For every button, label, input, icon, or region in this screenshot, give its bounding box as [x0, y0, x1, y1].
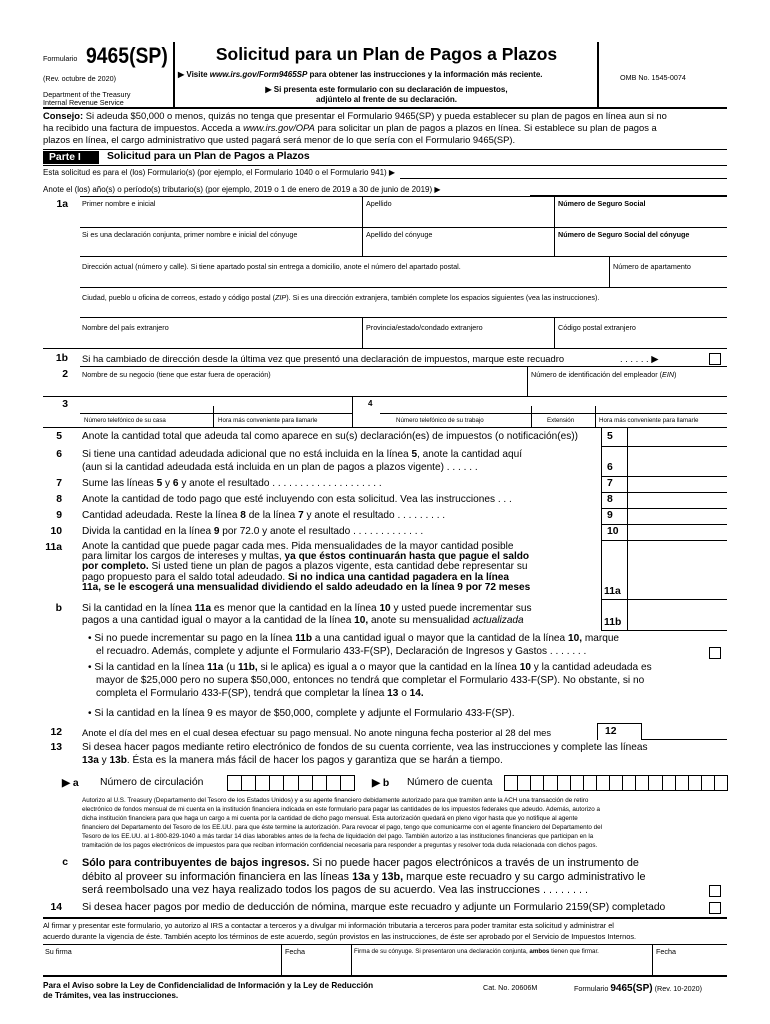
address-label: Dirección actual (número y calle). Si tiene apartado postal sin entrega a domicilio, anote el número del apartado postal. [82, 262, 461, 271]
line-7-number: 7 [56, 478, 62, 489]
sum-input[interactable] [629, 477, 726, 491]
apartment-input[interactable] [613, 272, 726, 286]
catalog-number: Cat. No. 20606M [483, 983, 538, 992]
last-name-label: Apellido [366, 199, 392, 208]
omb-number: OMB No. 1545-0074 [620, 73, 686, 82]
work-phone-label: Número telefónico de su trabajo [396, 417, 484, 424]
address-change-label: Si ha cambiado de dirección desde la última vez que presentó una declaración de impuestos, marque este recuadro [82, 353, 565, 364]
date-field[interactable] [285, 957, 347, 974]
irs-url-link[interactable]: www.irs.gov/Form9465SP [209, 70, 308, 79]
tax-year-line: Anote el (los) año(s) o período(s) tributario(s) (por ejemplo, 2019 o 1 de enero de 2019 a 30 de junio de 2019) ▶ [43, 185, 441, 194]
line-2-number: 2 [62, 369, 68, 380]
line-13-label: Si desea hacer pagos mediante retiro electrónico de fondos de su cuenta corriente, vea las instrucciones y complete las líneas 13a y 13b. Ésta es la manera más fácil de hacer los pagos y garantiza que se harán a tiempo. [82, 742, 648, 766]
line-1b-leader: . . . . . . ▶ [620, 353, 659, 364]
home-phone-input[interactable] [82, 399, 212, 412]
foreign-country-label: Nombre del país extranjero [82, 323, 169, 332]
foreign-province-label: Provincia/estado/condado extranjero [366, 323, 483, 332]
your-signature-label: Su firma [45, 947, 72, 956]
business-name-label: Nombre de su negocio (tiene que estar fuera de operación) [82, 370, 271, 379]
last-name-input[interactable] [366, 208, 552, 226]
spouse-signature-field[interactable] [354, 957, 649, 974]
bullet-25000-50000: • Si la cantidad en la línea 11a (u 11b, si le aplica) es igual a o mayor que la cantidad en la línea 10 y la cantidad adeudada es mayor de $25,000 pero no supera $50,000, entonces no tendrá que completar el Formulario 433-F(SP). No obstante, si no completa el Formulario 433-F(SP), tendrá que completar la línea 13 o 14. [88, 662, 652, 699]
debit-authorization-text: Autorizo al U.S. Treasury (Departamento del Tesoro de los Estados Unidos) y a su agente financiero debidamente autorizado para que tramiten ante la ACH una transacción de retiro electrónico de fondos mensual de mi cuenta en la institución financiera indicada en este formulario para pagar las cantidades de los impuestos federales que adeudo. Además, autorizo a dicha institución financiera para que haga un cargo a mi cuenta por la cantidad de dicho pago mensual. Esta autorización quedará en pleno vigor hasta que yo notifique al agente financiero del Departamento del Tesoro de los EE.UU. para que éste termine la autorización. Para revocar el pago, tengo que comunicarme con el agente financiero del Departamento del Tesoro de los EE.UU. al 1-800-829-1040 a más tardar 14 días laborables antes de la fecha de liquidación del pago. También autorizo a las instituciones financieras que participan en la tramitación de los pagos electrónicos de impuestos para que reciban información confidencial necesaria para responder a preguntas y resolver toda duda relacionada con dichos pagos. [82, 797, 603, 850]
account-number-input[interactable] [504, 775, 728, 791]
line-10-label: Divida la cantidad en la línea 9 por 72.0 y anote el resultado . . . . . . . . . . . . . [82, 526, 424, 537]
line-5-box-label: 5 [607, 431, 613, 442]
privacy-notice: Para el Aviso sobre la Ley de Confidencialidad de Información y la Ley de Reducción de Trámites, vea las instrucciones. [43, 981, 374, 1000]
monthly-payment-input[interactable] [629, 584, 726, 598]
form-word: Formulario [43, 54, 78, 63]
additional-owed-input[interactable] [629, 460, 726, 475]
spouse-ssn-input[interactable] [558, 239, 726, 255]
line-8-box-label: 8 [607, 494, 613, 505]
spouse-date-label: Fecha [656, 947, 676, 956]
work-best-time-input[interactable] [600, 399, 726, 412]
line-7-label: Sume las líneas 5 y 6 y anote el resultado . . . . . . . . . . . . . . . . . . . . [82, 478, 382, 489]
cannot-increase-checkbox[interactable] [709, 647, 721, 659]
line-5-number: 5 [56, 431, 62, 442]
extension-input[interactable] [534, 399, 590, 412]
line-14-number: 14 [50, 902, 62, 913]
foreign-country-input[interactable] [82, 333, 360, 347]
foreign-province-input[interactable] [366, 333, 552, 347]
line-11b-label: Si la cantidad en la línea 11a es menor que la cantidad en la línea 10 y usted puede incrementar sus pagos a una cantidad igual o mayor a la cantidad de la línea 10, anote su mensualidad actualizada [82, 603, 532, 627]
line-10-box-label: 10 [607, 526, 619, 537]
line-9-label: Cantidad adeudada. Reste la línea 8 de la línea 7 y anote el resultado . . . . . . . . . [82, 510, 446, 521]
spouse-first-name-input[interactable] [82, 239, 360, 255]
foreign-postal-code-label: Código postal extranjero [558, 323, 636, 332]
payment-included-input[interactable] [629, 493, 726, 507]
work-best-time-label: Hora más conveniente para llamarle [599, 417, 699, 424]
line-11a-box-label: 11a [604, 586, 621, 597]
department-line-2: Internal Revenue Service [43, 98, 124, 107]
opa-url-link[interactable]: www.irs.gov/OPA [243, 122, 315, 134]
attach-note-line-1: ▶ Si presenta este formulario con su declaración de impuestos, [265, 85, 508, 94]
city-input[interactable] [82, 303, 726, 316]
routing-number-label: Número de circulación [100, 777, 204, 788]
form-title: Solicitud para un Plan de Pagos a Plazos [215, 44, 558, 64]
line-13a-marker: ▶ a [62, 778, 79, 789]
line-11b-number: b [55, 603, 62, 614]
payroll-deduction-label: Si desea hacer pagos por medio de deducción de nómina, marque este recuadro y adjunte un Formulario 2159(SP) completado [82, 902, 666, 913]
routing-number-input[interactable] [227, 775, 355, 791]
first-name-label: Primer nombre e inicial [82, 199, 156, 208]
payment-day-input[interactable] [643, 724, 726, 738]
payroll-deduction-checkbox[interactable] [709, 902, 721, 914]
line-13c-number: c [62, 857, 68, 868]
updated-monthly-payment-input[interactable] [629, 615, 726, 629]
ein-input[interactable] [531, 380, 726, 395]
ssn-label: Número de Seguro Social [558, 199, 646, 208]
low-income-label: Sólo para contribuyentes de bajos ingresos. Si no puede hacer pagos electrónicos a través de un instrumento de débito al proveer su información financiera en las líneas 13a y 13b, marque este recuadro y su cargo administrativo le será reembolsado una vez haya realizado todos los pagos de su acuerdo. Vea las instrucciones . . . . . . . . [82, 857, 646, 897]
department-line-1: Department of the Treasury [43, 90, 131, 99]
line-11a-number: 11a [45, 542, 62, 553]
form-number: 9465(SP) [86, 43, 168, 68]
spouse-signature-label: Firma de su cónyuge. Si presentaron una declaración conjunta, ambos tienen que firmar. [354, 948, 599, 955]
line-9-box-label: 9 [607, 510, 613, 521]
line-6-label: Si tiene una cantidad adeudada adicional que no está incluida en la línea 5, anote la cantidad aquí (aun si la cantidad adeudada está incluida en un plan de pagos a plazos vigente) . . . . . . [82, 449, 523, 473]
spouse-date-field[interactable] [656, 957, 726, 974]
revision-date: (Rev. octubre de 2020) [43, 74, 116, 83]
line-4-number: 4 [368, 399, 373, 408]
ein-label: Número de identificación del empleador (EIN) [531, 370, 677, 379]
divided-amount-input[interactable] [629, 525, 726, 539]
part-1-label: Parte I [43, 151, 99, 164]
line-12-box-label: 12 [605, 726, 617, 737]
low-income-checkbox[interactable] [709, 885, 721, 897]
home-phone-label: Número telefónico de su casa [84, 417, 166, 424]
line-11a-label: Anote la cantidad que puede pagar cada mes. Pida mensualidades de la mayor cantidad posible para limitar los cargos de intereses y multas, ya que éstos continuarán hasta que pague el saldo por completo. Si usted tiene un plan de pagos a plazos vigente, esta cantidad debe representar su pago propuesto para el saldo total adeudado. Si no indica una cantidad pagadera en la línea 11a, se le escogerá una mensualidad dividiendo el saldo adeudado en la línea 9 por 72 meses [82, 541, 531, 593]
line-12-number: 12 [50, 727, 62, 738]
address-change-checkbox[interactable] [709, 353, 721, 365]
signature-authorization-text: Al firmar y presentar este formulario, yo autorizo al IRS a contactar a terceros y a divulgar mi información tributaria a terceros para poder tramitar esta solicitud y administrar el acuerdo durante la vigencia de éste. También acepto los términos de este acuerdo, según provistos en las instrucciones, de éste ser aprobado por el Servicio de Impuestos Internos. [43, 921, 637, 941]
extension-label: Extensión [547, 417, 575, 424]
line-8-label: Anote la cantidad de todo pago que esté incluyendo con esta solicitud. Vea las instrucciones . . . [82, 494, 512, 505]
first-name-input[interactable] [82, 208, 360, 226]
home-best-time-input[interactable] [218, 399, 352, 412]
line-9-number: 9 [56, 510, 62, 521]
ssn-input[interactable] [558, 208, 726, 226]
line-1a-number: 1a [56, 199, 68, 210]
line-10-number: 10 [50, 526, 62, 537]
spouse-ssn-label: Número de Seguro Social del cónyuge [558, 230, 690, 239]
city-label: Ciudad, pueblo u oficina de correos, estado y código postal (ZIP). Si es una dirección extranjera, también complete los espacios siguientes (vea las instrucciones). [82, 293, 600, 302]
apartment-label: Número de apartamento [613, 262, 691, 271]
line-3-number: 3 [62, 399, 68, 410]
line-6-number: 6 [56, 449, 62, 460]
line-8-number: 8 [56, 494, 62, 505]
attach-note-line-2: adjúntelo al frente de su declaración. [316, 95, 457, 104]
form-request-line: Esta solicitud es para el (los) Formulario(s) (por ejemplo, el Formulario 1040 o el Formulario 941) ▶ [43, 168, 396, 177]
spouse-first-name-label: Si es una declaración conjunta, primer nombre e inicial del cónyuge [82, 230, 298, 239]
address-input[interactable] [82, 272, 606, 286]
bullet-cannot-increase: • Si no puede incrementar su pago en la línea 11b a una cantidad igual o mayor que la cantidad de la línea 10, marque el recuadro. Además, complete y adjunte el Formulario 433-F(SP), Declaración de Ingresos y Gastos . . . . . . . [88, 633, 620, 657]
line-1b-number: 1b [55, 353, 68, 364]
line-7-box-label: 7 [607, 478, 613, 489]
part-1-title: Solicitud para un Plan de Pagos a Plazos [107, 151, 310, 162]
bullet-over-50000: • Si la cantidad en la línea 9 es mayor de $50,000, complete y adjunte el Formulario 433-F(SP). [88, 708, 515, 719]
line-11b-box-label: 11b [604, 617, 622, 628]
date-label: Fecha [285, 947, 305, 956]
business-name-input[interactable] [82, 380, 525, 395]
spouse-last-name-input[interactable] [366, 239, 552, 255]
total-owed-input[interactable] [629, 429, 726, 445]
payment-day-label: Anote el día del mes en el cual desea efectuar su pago mensual. No anote ninguna fecha posterior al 28 del mes [82, 727, 552, 738]
home-best-time-label: Hora más conveniente para llamarle [218, 417, 318, 424]
footer-form-id: Formulario 9465(SP) (Rev. 10-2020) [574, 983, 703, 994]
line-13b-marker: ▶ b [372, 778, 390, 789]
line-6-box-label: 6 [607, 462, 613, 473]
line-5-label: Anote la cantidad total que adeuda tal como aparece en su(s) declaración(es) de impuestos (o notificación(es)) [82, 431, 578, 442]
visit-instructions: ▶ Visite www.irs.gov/Form9465SP para obtener las instrucciones y la información más reciente. [178, 70, 543, 79]
line-13-number: 13 [50, 742, 62, 753]
account-number-label: Número de cuenta [407, 777, 493, 788]
foreign-postal-code-input[interactable] [558, 333, 726, 347]
spouse-last-name-label: Apellido del cónyuge [366, 230, 433, 239]
tip-section: Consejo: Si adeuda $50,000 o menos, quizás no tenga que presentar el Formulario 9465(SP) y pueda establecer su plan de pagos en línea aun si no ha recibido una factura de impuestos. Acceda a www.irs.gov/OPA para solicitar un plan de pagos a plazos en línea. Si establece su plan de pagos a plazos en línea, el cargo administrativo que usted pagará será menor de lo que sería con el Formulario 9465(SP). [43, 110, 667, 146]
work-phone-input[interactable] [384, 399, 528, 412]
balance-due-input[interactable] [629, 509, 726, 523]
your-signature-field[interactable] [45, 957, 277, 974]
